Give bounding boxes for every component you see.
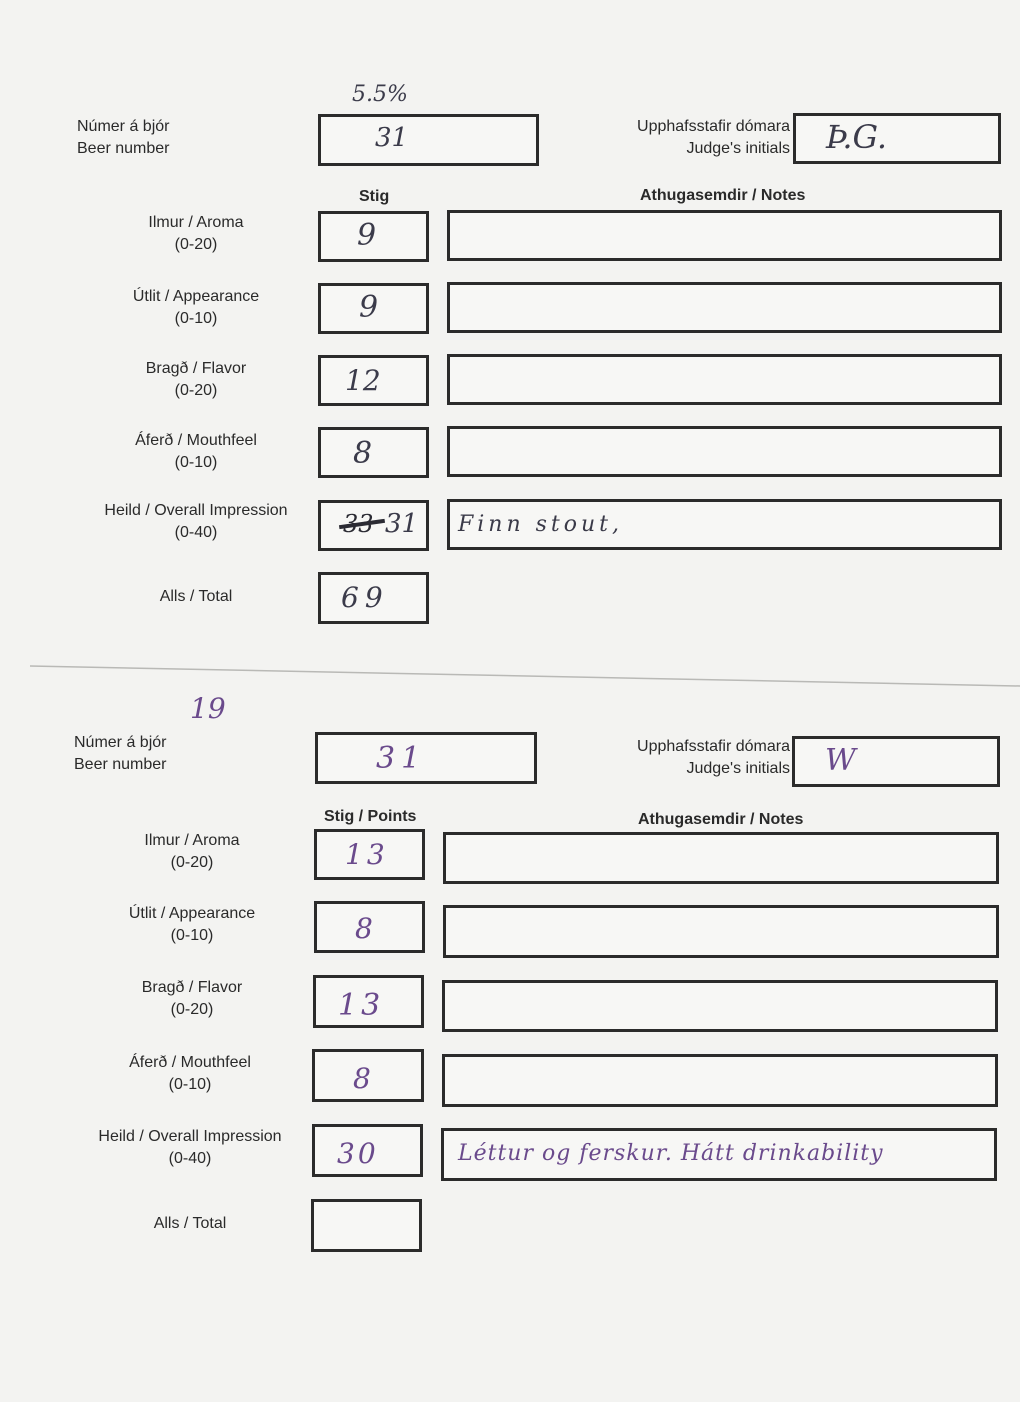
score-value: 13 (338, 988, 385, 1023)
total-value: 69 (341, 581, 389, 614)
score-box[interactable] (313, 975, 424, 1028)
score-value: 13 (345, 838, 389, 871)
notes-value: Léttur og ferskur. Hátt drinkability (458, 1141, 884, 1166)
notes-header: Athugasemdir / Notes (640, 187, 806, 204)
score-value: 8 (355, 912, 373, 945)
beer-number-box[interactable] (315, 732, 537, 784)
beer-number-box[interactable] (318, 114, 539, 166)
notes-box[interactable] (443, 832, 999, 884)
side-note: 19 (190, 692, 226, 725)
struck-score (343, 510, 374, 538)
category-label: Áferð / Mouthfeel (0-10) (135, 432, 257, 471)
category-label: Bragð / Flavor (0-20) (141, 979, 243, 1018)
category-label: Útlit / Appearance (0-10) (132, 288, 260, 327)
beer-number-value: 31 (375, 123, 409, 153)
category-label: Ilmur / Aroma (0-20) (148, 214, 244, 253)
category-label: Ilmur / Aroma (0-20) (144, 832, 240, 871)
category-label: Bragð / Flavor (0-20) (145, 360, 247, 399)
points-header: Stig / Points (324, 808, 417, 825)
notes-box[interactable] (447, 282, 1002, 333)
score-value: 30 (337, 1137, 379, 1170)
score-value: 9 (357, 218, 377, 253)
score-value: 31 (385, 509, 419, 539)
judge-initials-box[interactable] (792, 736, 1000, 787)
total-label: Alls / Total (159, 588, 233, 605)
score-box[interactable] (318, 211, 429, 262)
total-box[interactable] (318, 572, 429, 624)
score-box[interactable] (318, 427, 429, 478)
category-label: Áferð / Mouthfeel (0-10) (129, 1054, 251, 1093)
points-header: Stig (359, 188, 390, 205)
judge-initials-label: Upphafsstafir dómara Judge's initials (637, 118, 790, 157)
beer-number-value: 31 (376, 741, 427, 776)
score-box[interactable] (318, 283, 429, 334)
score-box[interactable] (314, 829, 425, 880)
judge-initials-value: W (825, 743, 856, 778)
score-box[interactable] (318, 500, 429, 551)
notes-box[interactable] (447, 354, 1002, 405)
score-box[interactable] (312, 1049, 424, 1102)
score-box[interactable] (318, 355, 429, 406)
score-box[interactable] (312, 1124, 423, 1177)
category-label: Útlit / Appearance (0-10) (128, 905, 256, 944)
abv-note: 5.5% (352, 82, 408, 107)
score-value: 9 (359, 290, 379, 325)
beer-number-label: Númer á bjór Beer number (74, 734, 167, 773)
score-value: 12 (345, 364, 381, 397)
category-label: Heild / Overall Impression (0-40) (98, 1128, 282, 1167)
sheet-divider (30, 664, 1020, 688)
judge-initials-box[interactable] (793, 113, 1001, 164)
notes-box[interactable] (442, 980, 998, 1032)
total-label: Alls / Total (153, 1215, 227, 1232)
notes-box[interactable] (447, 426, 1002, 477)
beer-number-label: Númer á bjór Beer number (77, 118, 170, 157)
total-box[interactable] (311, 1199, 422, 1252)
judge-initials-value: Þ.G. (826, 118, 888, 156)
notes-box[interactable] (441, 1128, 997, 1181)
category-label: Heild / Overall Impression (0-40) (104, 502, 288, 541)
notes-box[interactable] (442, 1054, 998, 1107)
score-value: 8 (353, 436, 373, 471)
score-box[interactable] (314, 901, 425, 953)
notes-box[interactable] (447, 499, 1002, 550)
notes-box[interactable] (443, 905, 999, 958)
notes-value: Finn stout, (458, 512, 624, 537)
notes-header: Athugasemdir / Notes (638, 811, 804, 828)
judge-initials-label: Upphafsstafir dómara Judge's initials (637, 738, 790, 777)
score-value: 8 (353, 1062, 371, 1095)
notes-box[interactable] (447, 210, 1002, 261)
